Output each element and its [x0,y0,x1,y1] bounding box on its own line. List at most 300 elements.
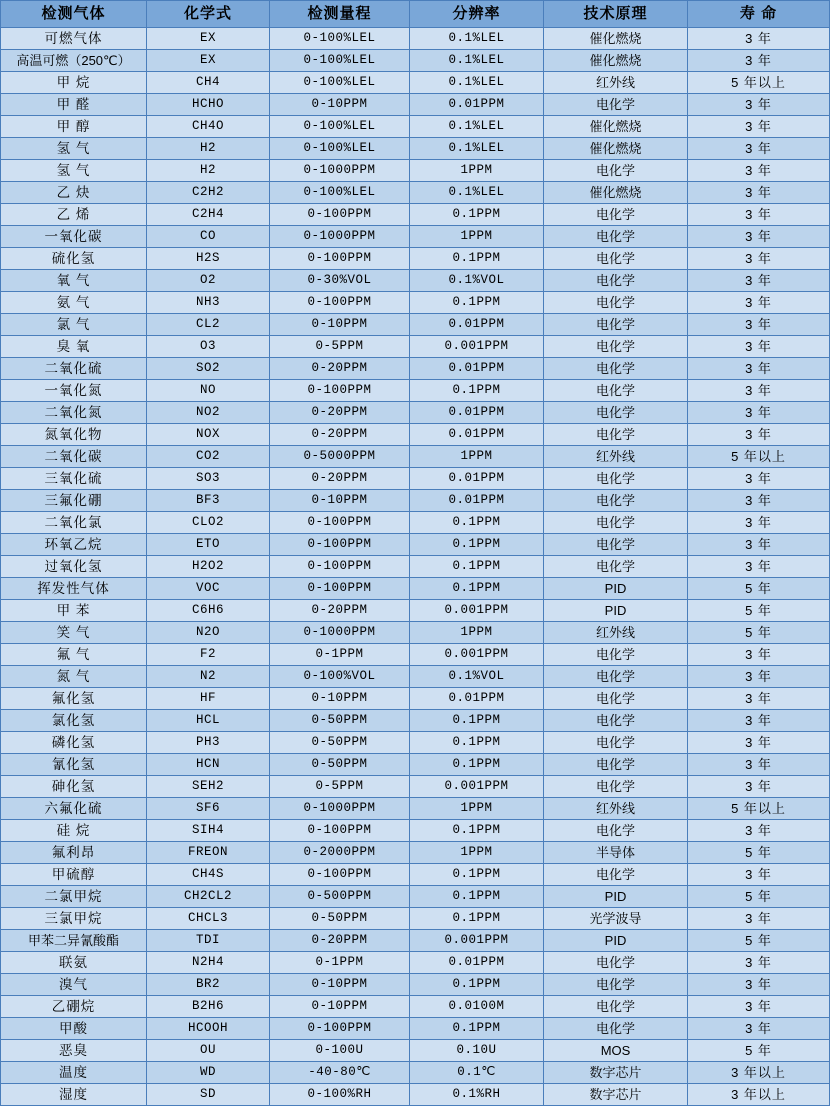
cell-gas: 氯化氢 [1,710,147,732]
column-header-lifespan: 寿 命 [688,1,830,28]
cell-lifespan: 3 年 [688,776,830,798]
cell-range: 0-100PPM [270,1018,410,1040]
cell-resolution: 0.1%LEL [410,28,544,50]
cell-range: 0-50PPM [270,754,410,776]
table-row [1,600,830,622]
table-row [1,556,830,578]
cell-lifespan: 3 年 [688,182,830,204]
cell-range: 0-100%LEL [270,138,410,160]
cell-formula: H2O2 [147,556,270,578]
table-row [1,996,830,1018]
cell-principle: 电化学 [544,94,688,116]
cell-range: 0-20PPM [270,468,410,490]
cell-formula: OU [147,1040,270,1062]
cell-resolution: 0.01PPM [410,468,544,490]
cell-principle: 半导体 [544,842,688,864]
cell-principle: 电化学 [544,666,688,688]
cell-gas: 乙硼烷 [1,996,147,1018]
cell-gas: 氧 气 [1,270,147,292]
cell-gas: 一氧化碳 [1,226,147,248]
table-row [1,248,830,270]
cell-lifespan: 5 年以上 [688,798,830,820]
cell-lifespan: 3 年以上 [688,1062,830,1084]
cell-formula: TDI [147,930,270,952]
cell-resolution: 0.10U [410,1040,544,1062]
cell-formula: CH4O [147,116,270,138]
table-row [1,798,830,820]
cell-lifespan: 3 年 [688,358,830,380]
cell-range: 0-10PPM [270,490,410,512]
cell-formula: SO3 [147,468,270,490]
cell-gas: 环氧乙烷 [1,534,147,556]
cell-gas: 三氯甲烷 [1,908,147,930]
cell-formula: NO2 [147,402,270,424]
cell-formula: CL2 [147,314,270,336]
cell-principle: PID [544,886,688,908]
table-row [1,908,830,930]
cell-principle: 电化学 [544,424,688,446]
cell-principle: 红外线 [544,72,688,94]
cell-resolution: 0.001PPM [410,930,544,952]
cell-lifespan: 3 年 [688,644,830,666]
cell-lifespan: 3 年 [688,402,830,424]
table-row [1,314,830,336]
cell-gas: 氯 气 [1,314,147,336]
cell-resolution: 0.1℃ [410,1062,544,1084]
table-row [1,930,830,952]
cell-gas: 六氟化硫 [1,798,147,820]
table-row [1,204,830,226]
cell-gas: 甲 醇 [1,116,147,138]
cell-gas: 氟利昂 [1,842,147,864]
cell-gas: 溴气 [1,974,147,996]
cell-principle: PID [544,930,688,952]
cell-resolution: 0.01PPM [410,688,544,710]
cell-resolution: 0.1PPM [410,908,544,930]
cell-lifespan: 3 年 [688,666,830,688]
cell-formula: CH4S [147,864,270,886]
cell-range: 0-100PPM [270,864,410,886]
cell-formula: PH3 [147,732,270,754]
table-row [1,644,830,666]
cell-principle: 电化学 [544,314,688,336]
cell-principle: 电化学 [544,380,688,402]
column-header-range: 检测量程 [270,1,410,28]
cell-lifespan: 3 年 [688,116,830,138]
column-header-gas: 检测气体 [1,1,147,28]
cell-principle: 光学波导 [544,908,688,930]
cell-gas: 乙 炔 [1,182,147,204]
cell-range: 0-5PPM [270,336,410,358]
cell-principle: MOS [544,1040,688,1062]
cell-gas: 氟 气 [1,644,147,666]
cell-gas: 联氨 [1,952,147,974]
cell-principle: 数字芯片 [544,1062,688,1084]
cell-gas: 氢 气 [1,138,147,160]
cell-range: 0-10PPM [270,94,410,116]
cell-lifespan: 3 年 [688,864,830,886]
cell-lifespan: 3 年 [688,380,830,402]
cell-resolution: 1PPM [410,798,544,820]
cell-range: 0-1PPM [270,644,410,666]
cell-range: 0-100PPM [270,534,410,556]
cell-lifespan: 3 年 [688,512,830,534]
cell-formula: NO [147,380,270,402]
table-row [1,226,830,248]
cell-resolution: 1PPM [410,842,544,864]
cell-resolution: 0.1PPM [410,710,544,732]
cell-resolution: 0.1PPM [410,578,544,600]
cell-formula: EX [147,28,270,50]
cell-lifespan: 3 年 [688,270,830,292]
cell-range: 0-100PPM [270,292,410,314]
table-row [1,952,830,974]
cell-principle: 催化燃烧 [544,138,688,160]
cell-lifespan: 5 年 [688,622,830,644]
cell-lifespan: 3 年 [688,468,830,490]
table-row [1,776,830,798]
cell-resolution: 0.1PPM [410,292,544,314]
cell-lifespan: 3 年 [688,160,830,182]
table-row [1,688,830,710]
cell-lifespan: 5 年 [688,886,830,908]
cell-principle: 电化学 [544,292,688,314]
cell-formula: NH3 [147,292,270,314]
cell-range: 0-50PPM [270,732,410,754]
cell-gas: 氢 气 [1,160,147,182]
cell-lifespan: 5 年 [688,578,830,600]
cell-formula: HCL [147,710,270,732]
cell-range: 0-100PPM [270,248,410,270]
table-row [1,732,830,754]
table-row [1,1018,830,1040]
cell-formula: HCOOH [147,1018,270,1040]
cell-lifespan: 3 年 [688,424,830,446]
cell-principle: 电化学 [544,204,688,226]
cell-range: 0-10PPM [270,974,410,996]
cell-principle: 催化燃烧 [544,116,688,138]
cell-lifespan: 3 年 [688,50,830,72]
cell-resolution: 0.001PPM [410,600,544,622]
cell-formula: N2O [147,622,270,644]
cell-principle: 电化学 [544,644,688,666]
cell-resolution: 0.1%LEL [410,50,544,72]
cell-range: 0-100%LEL [270,72,410,94]
table-row [1,578,830,600]
cell-gas: 笑 气 [1,622,147,644]
cell-lifespan: 3 年 [688,974,830,996]
cell-principle: 电化学 [544,754,688,776]
cell-principle: 电化学 [544,160,688,182]
cell-lifespan: 3 年 [688,556,830,578]
cell-gas: 甲 醛 [1,94,147,116]
cell-formula: H2 [147,138,270,160]
cell-resolution: 0.001PPM [410,776,544,798]
table-row [1,1040,830,1062]
cell-range: 0-5000PPM [270,446,410,468]
cell-gas: 恶臭 [1,1040,147,1062]
table-row [1,402,830,424]
cell-resolution: 1PPM [410,446,544,468]
cell-resolution: 0.01PPM [410,358,544,380]
cell-range: 0-20PPM [270,930,410,952]
cell-gas: 臭 氧 [1,336,147,358]
cell-lifespan: 3 年以上 [688,1084,830,1106]
table-row [1,72,830,94]
cell-principle: 电化学 [544,688,688,710]
cell-resolution: 0.1%LEL [410,72,544,94]
cell-gas: 甲 烷 [1,72,147,94]
cell-principle: 电化学 [544,776,688,798]
table-row [1,380,830,402]
cell-formula: H2 [147,160,270,182]
cell-range: 0-100%LEL [270,182,410,204]
table-row [1,666,830,688]
cell-range: 0-5PPM [270,776,410,798]
cell-principle: 电化学 [544,226,688,248]
cell-resolution: 0.1PPM [410,864,544,886]
table-row [1,490,830,512]
cell-formula: C2H4 [147,204,270,226]
cell-range: 0-100%RH [270,1084,410,1106]
table-row [1,842,830,864]
cell-lifespan: 5 年以上 [688,72,830,94]
cell-formula: BF3 [147,490,270,512]
cell-formula: FREON [147,842,270,864]
cell-gas: 二氯甲烷 [1,886,147,908]
cell-principle: PID [544,600,688,622]
cell-range: 0-500PPM [270,886,410,908]
cell-range: 0-100%VOL [270,666,410,688]
cell-range: 0-100%LEL [270,50,410,72]
cell-formula: ETO [147,534,270,556]
table-row [1,358,830,380]
cell-principle: 数字芯片 [544,1084,688,1106]
cell-formula: C6H6 [147,600,270,622]
cell-range: 0-100PPM [270,820,410,842]
cell-principle: 电化学 [544,864,688,886]
cell-gas: 氮 气 [1,666,147,688]
cell-formula: SO2 [147,358,270,380]
cell-range: 0-100%LEL [270,116,410,138]
cell-principle: 电化学 [544,336,688,358]
cell-range: 0-20PPM [270,600,410,622]
cell-lifespan: 3 年 [688,908,830,930]
table-row [1,28,830,50]
cell-principle: 电化学 [544,1018,688,1040]
table-row [1,160,830,182]
cell-range: 0-10PPM [270,688,410,710]
table-row [1,622,830,644]
cell-resolution: 0.001PPM [410,336,544,358]
cell-lifespan: 5 年 [688,930,830,952]
cell-resolution: 1PPM [410,226,544,248]
cell-formula: CHCL3 [147,908,270,930]
cell-formula: WD [147,1062,270,1084]
cell-formula: VOC [147,578,270,600]
table-row [1,446,830,468]
cell-lifespan: 3 年 [688,754,830,776]
cell-range: -40-80℃ [270,1062,410,1084]
cell-lifespan: 3 年 [688,952,830,974]
table-row [1,1062,830,1084]
cell-lifespan: 3 年 [688,28,830,50]
cell-lifespan: 3 年 [688,94,830,116]
cell-lifespan: 5 年 [688,600,830,622]
cell-resolution: 0.1PPM [410,204,544,226]
cell-range: 0-2000PPM [270,842,410,864]
cell-lifespan: 3 年 [688,336,830,358]
table-row [1,886,830,908]
cell-range: 0-20PPM [270,424,410,446]
cell-gas: 温度 [1,1062,147,1084]
cell-resolution: 0.1PPM [410,1018,544,1040]
column-header-formula: 化学式 [147,1,270,28]
cell-gas: 三氧化硫 [1,468,147,490]
cell-range: 0-1000PPM [270,798,410,820]
cell-gas: 磷化氢 [1,732,147,754]
cell-lifespan: 3 年 [688,292,830,314]
cell-gas: 过氧化氢 [1,556,147,578]
cell-principle: 红外线 [544,446,688,468]
table-row [1,292,830,314]
cell-formula: SEH2 [147,776,270,798]
cell-range: 0-100PPM [270,380,410,402]
cell-gas: 氟化氢 [1,688,147,710]
cell-principle: 电化学 [544,358,688,380]
cell-gas: 三氟化硼 [1,490,147,512]
cell-principle: 电化学 [544,974,688,996]
cell-formula: SF6 [147,798,270,820]
cell-resolution: 0.1PPM [410,512,544,534]
cell-gas: 甲 苯 [1,600,147,622]
cell-gas: 挥发性气体 [1,578,147,600]
table-row [1,116,830,138]
cell-range: 0-100U [270,1040,410,1062]
cell-range: 0-1000PPM [270,160,410,182]
cell-principle: 催化燃烧 [544,28,688,50]
cell-principle: 电化学 [544,820,688,842]
header-row [1,1,830,28]
cell-resolution: 0.1PPM [410,556,544,578]
cell-lifespan: 3 年 [688,732,830,754]
cell-principle: 催化燃烧 [544,50,688,72]
table-row [1,512,830,534]
cell-principle: 电化学 [544,732,688,754]
table-row [1,50,830,72]
table-row [1,710,830,732]
cell-principle: 红外线 [544,622,688,644]
cell-formula: CH2CL2 [147,886,270,908]
column-header-principle: 技术原理 [544,1,688,28]
table-row [1,336,830,358]
cell-range: 0-20PPM [270,402,410,424]
cell-range: 0-10PPM [270,996,410,1018]
cell-principle: 电化学 [544,248,688,270]
cell-gas: 氮氧化物 [1,424,147,446]
cell-gas: 乙 烯 [1,204,147,226]
cell-formula: O2 [147,270,270,292]
cell-range: 0-1000PPM [270,226,410,248]
cell-lifespan: 3 年 [688,688,830,710]
cell-resolution: 0.1PPM [410,534,544,556]
cell-resolution: 0.1%LEL [410,116,544,138]
cell-resolution: 0.01PPM [410,424,544,446]
cell-formula: O3 [147,336,270,358]
cell-principle: 电化学 [544,512,688,534]
cell-formula: H2S [147,248,270,270]
cell-lifespan: 3 年 [688,1018,830,1040]
cell-resolution: 0.01PPM [410,952,544,974]
cell-lifespan: 5 年以上 [688,446,830,468]
cell-gas: 二氧化氮 [1,402,147,424]
table-body [1,28,830,1106]
cell-formula: N2H4 [147,952,270,974]
cell-resolution: 0.1%RH [410,1084,544,1106]
cell-resolution: 0.1%LEL [410,138,544,160]
cell-resolution: 0.1PPM [410,380,544,402]
cell-gas: 甲硫醇 [1,864,147,886]
cell-resolution: 0.1PPM [410,820,544,842]
cell-range: 0-20PPM [270,358,410,380]
cell-range: 0-1000PPM [270,622,410,644]
table-row [1,468,830,490]
cell-resolution: 0.1PPM [410,974,544,996]
cell-formula: HF [147,688,270,710]
cell-principle: 催化燃烧 [544,182,688,204]
cell-lifespan: 3 年 [688,490,830,512]
cell-principle: 电化学 [544,952,688,974]
cell-lifespan: 5 年 [688,1040,830,1062]
cell-gas: 可燃气体 [1,28,147,50]
cell-lifespan: 5 年 [688,842,830,864]
cell-gas: 湿度 [1,1084,147,1106]
table-row [1,974,830,996]
cell-range: 0-100%LEL [270,28,410,50]
cell-gas: 甲酸 [1,1018,147,1040]
cell-principle: 电化学 [544,402,688,424]
cell-resolution: 1PPM [410,622,544,644]
cell-principle: 电化学 [544,534,688,556]
cell-resolution: 0.1%VOL [410,270,544,292]
table-row [1,182,830,204]
cell-gas: 高温可燃（250℃） [1,50,147,72]
cell-lifespan: 3 年 [688,534,830,556]
cell-formula: C2H2 [147,182,270,204]
cell-range: 0-100PPM [270,512,410,534]
cell-range: 0-1PPM [270,952,410,974]
cell-range: 0-50PPM [270,710,410,732]
cell-formula: N2 [147,666,270,688]
table-row [1,534,830,556]
cell-resolution: 0.1PPM [410,754,544,776]
cell-resolution: 0.0100M [410,996,544,1018]
cell-principle: 电化学 [544,468,688,490]
cell-gas: 二氧化硫 [1,358,147,380]
cell-range: 0-100PPM [270,556,410,578]
cell-gas: 一氧化氮 [1,380,147,402]
table-row [1,1084,830,1106]
cell-gas: 硫化氢 [1,248,147,270]
cell-gas: 二氧化氯 [1,512,147,534]
cell-range: 0-50PPM [270,908,410,930]
cell-resolution: 0.01PPM [410,402,544,424]
cell-lifespan: 3 年 [688,248,830,270]
table-row [1,270,830,292]
cell-lifespan: 3 年 [688,226,830,248]
cell-principle: 电化学 [544,270,688,292]
cell-formula: CLO2 [147,512,270,534]
